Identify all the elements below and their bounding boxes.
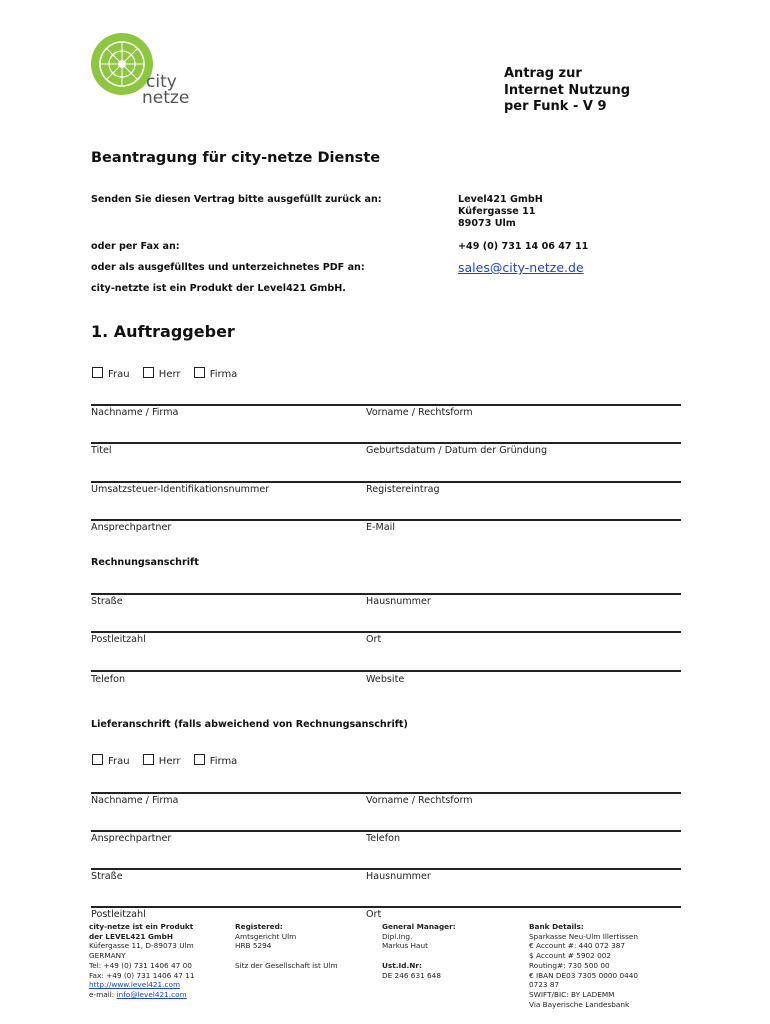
- field-phone[interactable]: Telefon: [91, 674, 126, 685]
- field-contact[interactable]: Ansprechpartner: [91, 833, 172, 844]
- footer-line: $ Account # 5902 002: [529, 951, 611, 961]
- send-label: Senden Sie diesen Vertrag bitte ausgefüllt zurück an:: [91, 194, 382, 205]
- checkbox-label: Firma: [209, 756, 238, 767]
- footer-line: DE 246 631 648: [382, 970, 441, 980]
- footer-company: [89, 922, 229, 1000]
- footer-line: Via Bayerische Landesbank: [529, 999, 630, 1009]
- field-register[interactable]: Registereintrag: [366, 484, 440, 495]
- footer-email-label: e-mail:: [89, 989, 117, 999]
- field-city[interactable]: Ort: [366, 909, 382, 920]
- footer-line: Küfergasse 11, D-89073 Ulm: [89, 941, 194, 951]
- checkbox-herr[interactable]: [143, 756, 181, 767]
- field-postcode[interactable]: Postleitzahl: [91, 909, 146, 920]
- checkbox-firma[interactable]: [194, 369, 238, 380]
- field-website[interactable]: Website: [366, 674, 405, 685]
- address-line: 89073 Ulm: [458, 218, 516, 229]
- address-line: Küfergasse 11: [458, 206, 536, 217]
- checkbox-herr[interactable]: [143, 369, 181, 380]
- footer-line: Registered:: [235, 922, 283, 931]
- footer-spacer: [382, 951, 512, 961]
- field-line: [91, 670, 681, 672]
- footer-line: General Manager:: [382, 922, 456, 931]
- footer-line: Dipl.Ing.: [382, 931, 413, 941]
- field-street[interactable]: Straße: [91, 871, 123, 882]
- product-note: city-netzte ist ein Produkt der Level421 GmbH.: [91, 283, 346, 294]
- field-vat-id[interactable]: Umsatzsteuer-Identifikationsnummer: [91, 484, 270, 495]
- footer-line: Markus Haut: [382, 941, 428, 951]
- sales-email-link[interactable]: sales@city-netze.de: [458, 260, 584, 275]
- logo-text-city: city: [146, 72, 177, 92]
- field-line: [91, 830, 681, 832]
- salutation-group: [92, 367, 247, 380]
- field-title[interactable]: Titel: [91, 445, 112, 456]
- checkbox-firma[interactable]: [194, 756, 238, 767]
- pdf-label: oder als ausgefülltes und unterzeichnetes PDF an:: [91, 262, 365, 273]
- footer-line: Sitz der Gesellschaft ist Ulm: [235, 960, 338, 970]
- footer-line: city-netze ist ein Produkt: [89, 922, 194, 931]
- checkbox-icon[interactable]: [194, 367, 205, 378]
- field-phone[interactable]: Telefon: [366, 833, 401, 844]
- fax-number: +49 (0) 731 14 06 47 11: [458, 241, 589, 252]
- footer-line: Fax: +49 (0) 731 1406 47 11: [89, 970, 195, 980]
- checkbox-icon[interactable]: [194, 754, 205, 765]
- page-heading: Beantragung für city-netze Dienste: [91, 150, 381, 166]
- footer-line: Ust.Id.Nr:: [382, 960, 422, 970]
- field-first-name[interactable]: Vorname / Rechtsform: [366, 795, 473, 806]
- checkbox-label: Frau: [108, 756, 130, 767]
- field-city[interactable]: Ort: [366, 634, 382, 645]
- field-line: [91, 792, 681, 794]
- logo-text-netze: netze: [142, 88, 190, 108]
- checkbox-label: Herr: [158, 756, 181, 767]
- delivery-salutation-group: [92, 754, 247, 767]
- field-birth-date[interactable]: Geburtsdatum / Datum der Gründung: [366, 445, 548, 456]
- footer-spacer: [235, 951, 365, 961]
- delivery-title: Lieferanschrift (falls abweichend von Rechnungsanschrift): [91, 719, 408, 730]
- footer-line: € IBAN DE03 7305 0000 0440: [529, 970, 639, 980]
- field-last-name[interactable]: Nachname / Firma: [91, 407, 179, 418]
- field-email[interactable]: E-Mail: [366, 522, 396, 533]
- field-line: [91, 868, 681, 870]
- footer-line: der LEVEL421 GmbH: [89, 931, 173, 941]
- footer-line: Routing#: 730 500 00: [529, 960, 610, 970]
- company-address: [458, 194, 543, 230]
- checkbox-label: Herr: [158, 369, 181, 380]
- footer-line: 0723 87: [529, 980, 560, 990]
- footer-line: SWIFT/BIC: BY LADEMM: [529, 989, 615, 999]
- footer-line: Bank Details:: [529, 922, 584, 931]
- city-netze-logo: [88, 24, 218, 110]
- field-last-name[interactable]: Nachname / Firma: [91, 795, 179, 806]
- footer-email-link[interactable]: info@level421.com: [116, 989, 187, 999]
- request-title-line: per Funk - V 9: [504, 99, 607, 114]
- checkbox-icon[interactable]: [92, 367, 103, 378]
- request-title-line: Internet Nutzung: [504, 82, 631, 98]
- field-contact[interactable]: Ansprechpartner: [91, 522, 172, 533]
- footer-website-link[interactable]: http://www.level421.com: [89, 980, 181, 990]
- checkbox-icon[interactable]: [92, 754, 103, 765]
- checkbox-label: Firma: [209, 369, 238, 380]
- footer-line: HRB 5294: [235, 941, 272, 951]
- address-line: Level421 GmbH: [458, 194, 543, 205]
- field-house-number[interactable]: Hausnummer: [366, 871, 431, 882]
- field-line: [91, 593, 681, 595]
- footer-line: Sparkasse Neu-Ulm Illertissen: [529, 931, 639, 941]
- footer-bank: [529, 922, 669, 1009]
- field-house-number[interactable]: Hausnummer: [366, 596, 431, 607]
- footer-manager: [382, 922, 512, 980]
- field-postcode[interactable]: Postleitzahl: [91, 634, 146, 645]
- fax-label: oder per Fax an:: [91, 241, 180, 252]
- checkbox-icon[interactable]: [143, 367, 154, 378]
- checkbox-icon[interactable]: [143, 754, 154, 765]
- footer-line: Amtsgericht Ulm: [235, 931, 297, 941]
- field-line: [91, 631, 681, 633]
- section-title-auftraggeber: 1. Auftraggeber: [91, 322, 235, 341]
- field-line: [91, 404, 681, 406]
- field-line: [91, 442, 681, 444]
- request-title-line: Antrag zur: [504, 66, 582, 81]
- checkbox-label: Frau: [108, 369, 130, 380]
- field-street[interactable]: Straße: [91, 596, 123, 607]
- footer-registered: [235, 922, 365, 971]
- footer-line: € Account #: 440 072 387: [529, 941, 626, 951]
- request-title: [504, 66, 630, 116]
- field-line: [91, 519, 681, 521]
- field-line: [91, 481, 681, 483]
- footer-line: Tel: +49 (0) 731 1406 47 00: [89, 960, 192, 970]
- billing-title: Rechnungsanschrift: [91, 557, 199, 568]
- footer-line: GERMANY: [89, 951, 126, 961]
- field-line: [91, 906, 681, 908]
- checkbox-frau[interactable]: [92, 369, 130, 380]
- field-first-name[interactable]: Vorname / Rechtsform: [366, 407, 473, 418]
- checkbox-frau[interactable]: [92, 756, 130, 767]
